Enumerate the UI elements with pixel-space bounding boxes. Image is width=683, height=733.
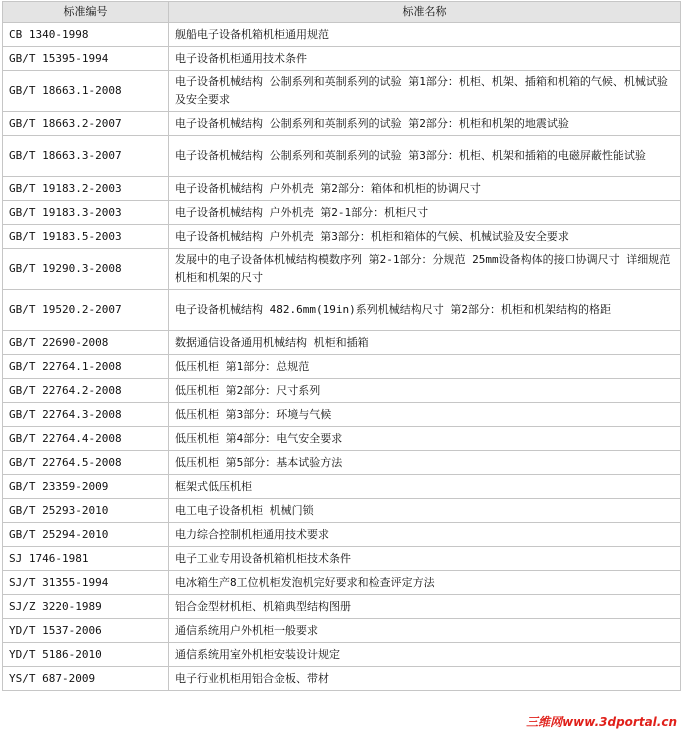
standard-code-cell: SJ/T 31355-1994 xyxy=(3,571,169,595)
standard-name-cell: 电子设备机械结构 公制系列和英制系列的试验 第2部分：机柜和机架的地震试验 xyxy=(169,112,681,136)
standard-name-cell: 电子行业机柜用铝合金板、带材 xyxy=(169,667,681,691)
standard-name-cell: 电子设备机柜通用技术条件 xyxy=(169,47,681,71)
standard-name-cell: 电力综合控制机柜通用技术要求 xyxy=(169,523,681,547)
standard-name-cell: 低压机柜 第4部分：电气安全要求 xyxy=(169,427,681,451)
standards-table xyxy=(2,1,681,691)
standard-name-cell: 通信系统用室外机柜安装设计规定 xyxy=(169,643,681,667)
table-row xyxy=(3,643,681,667)
table-row xyxy=(3,571,681,595)
standard-code-cell: YD/T 1537-2006 xyxy=(3,619,169,643)
table-row xyxy=(3,499,681,523)
standard-name-cell: 框架式低压机柜 xyxy=(169,475,681,499)
standard-code-cell: GB/T 18663.3-2007 xyxy=(3,136,169,177)
standard-name-cell: 通信系统用户外机柜一般要求 xyxy=(169,619,681,643)
table-row xyxy=(3,331,681,355)
standard-code-cell: GB/T 18663.1-2008 xyxy=(3,71,169,112)
standard-name-cell: 低压机柜 第3部分：环境与气候 xyxy=(169,403,681,427)
table-row xyxy=(3,595,681,619)
table-row xyxy=(3,355,681,379)
standard-name-cell: 电子设备机械结构 公制系列和英制系列的试验 第3部分：机柜、机架和插箱的电磁屏蔽性能试验 xyxy=(169,136,681,177)
table-row xyxy=(3,23,681,47)
standard-code-cell: CB 1340-1998 xyxy=(3,23,169,47)
table-row xyxy=(3,71,681,112)
standard-code-cell: SJ 1746-1981 xyxy=(3,547,169,571)
table-row xyxy=(3,136,681,177)
standard-code-cell: YS/T 687-2009 xyxy=(3,667,169,691)
header-standard-code: 标准编号 xyxy=(3,2,169,23)
table-row xyxy=(3,667,681,691)
watermark: 三维网www.3dportal.cn xyxy=(526,715,677,729)
standard-code-cell: GB/T 22690-2008 xyxy=(3,331,169,355)
standard-code-cell: GB/T 15395-1994 xyxy=(3,47,169,71)
standard-code-cell: GB/T 25294-2010 xyxy=(3,523,169,547)
standard-code-cell: GB/T 22764.4-2008 xyxy=(3,427,169,451)
standard-code-cell: GB/T 19520.2-2007 xyxy=(3,290,169,331)
standard-name-cell: 低压机柜 第5部分：基本试验方法 xyxy=(169,451,681,475)
header-standard-name: 标准名称 xyxy=(169,2,681,23)
standard-name-cell: 电工电子设备机柜 机械门锁 xyxy=(169,499,681,523)
standard-name-cell: 发展中的电子设备体机械结构模数序列 第2-1部分：分规范 25mm设备构体的接口协调尺寸 详细规范 机柜和机架的尺寸 xyxy=(169,249,681,290)
table-row xyxy=(3,290,681,331)
standard-code-cell: YD/T 5186-2010 xyxy=(3,643,169,667)
standard-name-cell: 数据通信设备通用机械结构 机柜和插箱 xyxy=(169,331,681,355)
standard-code-cell: GB/T 19183.2-2003 xyxy=(3,177,169,201)
standard-name-cell: 电子设备机械结构 户外机壳 第3部分：机柜和箱体的气候、机械试验及安全要求 xyxy=(169,225,681,249)
table-row xyxy=(3,201,681,225)
standard-name-cell: 电子设备机械结构 户外机壳 第2部分：箱体和机柜的协调尺寸 xyxy=(169,177,681,201)
standard-code-cell: GB/T 22764.5-2008 xyxy=(3,451,169,475)
standard-name-cell: 低压机柜 第1部分：总规范 xyxy=(169,355,681,379)
table-row xyxy=(3,47,681,71)
table-row xyxy=(3,112,681,136)
standard-name-cell: 电子工业专用设备机箱机柜技术条件 xyxy=(169,547,681,571)
standard-name-cell: 电子设备机械结构 户外机壳 第2-1部分：机柜尺寸 xyxy=(169,201,681,225)
table-row xyxy=(3,547,681,571)
table-row xyxy=(3,379,681,403)
standard-name-cell: 电子设备机械结构 公制系列和英制系列的试验 第1部分：机柜、机架、插箱和机箱的气候、机械试验及安全要求 xyxy=(169,71,681,112)
standard-name-cell: 铝合金型材机柜、机箱典型结构图册 xyxy=(169,595,681,619)
table-row xyxy=(3,619,681,643)
standard-code-cell: GB/T 18663.2-2007 xyxy=(3,112,169,136)
table-row xyxy=(3,249,681,290)
standard-code-cell: GB/T 25293-2010 xyxy=(3,499,169,523)
table-row xyxy=(3,427,681,451)
standard-code-cell: GB/T 19183.3-2003 xyxy=(3,201,169,225)
standard-name-cell: 舰船电子设备机箱机柜通用规范 xyxy=(169,23,681,47)
standard-code-cell: GB/T 23359-2009 xyxy=(3,475,169,499)
standard-name-cell: 电子设备机械结构 482.6mm(19in)系列机械结构尺寸 第2部分：机柜和机架结构的格距 xyxy=(169,290,681,331)
table-row xyxy=(3,451,681,475)
standard-name-cell: 低压机柜 第2部分：尺寸系列 xyxy=(169,379,681,403)
standard-code-cell: GB/T 19290.3-2008 xyxy=(3,249,169,290)
table-row xyxy=(3,225,681,249)
standard-code-cell: GB/T 22764.1-2008 xyxy=(3,355,169,379)
table-row xyxy=(3,177,681,201)
table-header-row xyxy=(3,2,681,23)
table-row xyxy=(3,475,681,499)
table-row xyxy=(3,403,681,427)
standard-code-cell: GB/T 22764.3-2008 xyxy=(3,403,169,427)
table-row xyxy=(3,523,681,547)
standard-code-cell: SJ/Z 3220-1989 xyxy=(3,595,169,619)
standard-code-cell: GB/T 19183.5-2003 xyxy=(3,225,169,249)
standard-name-cell: 电冰箱生产8工位机柜发泡机完好要求和检查评定方法 xyxy=(169,571,681,595)
standard-code-cell: GB/T 22764.2-2008 xyxy=(3,379,169,403)
